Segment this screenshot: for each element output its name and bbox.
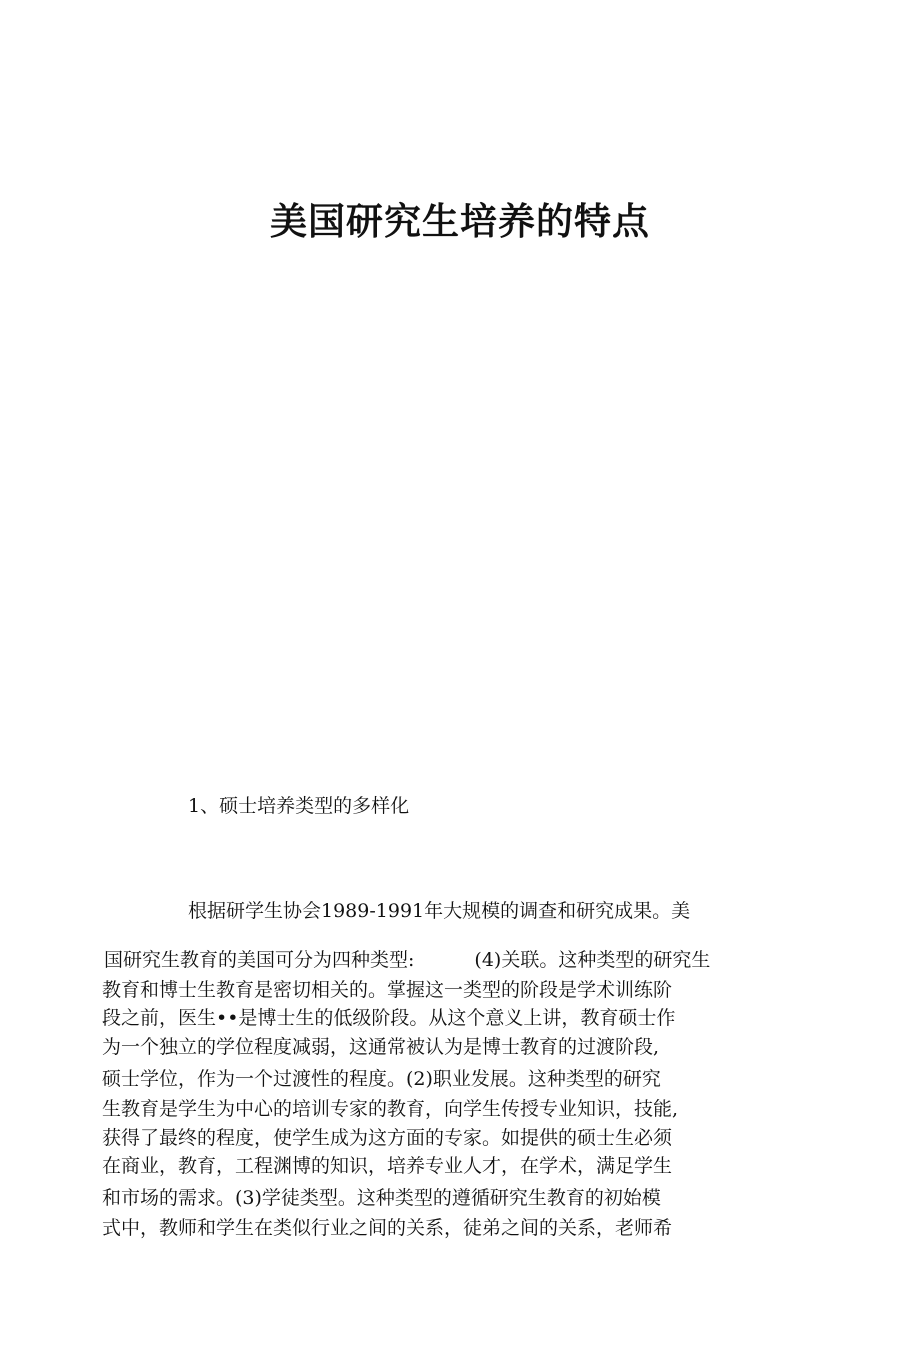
paragraph-line: 在商业，教育，工程渊博的知识，培养专业人才，在学术，满足学生 (102, 1155, 673, 1177)
paragraph-line-part: 国研究生教育的美国可分为四种类型: (104, 949, 415, 971)
section-heading: 1、硕士培养类型的多样化 (188, 795, 410, 817)
paragraph-line (104, 946, 710, 974)
paragraph-line: 式中，教师和学生在类似行业之间的关系，徒弟之间的关系，老师希 (102, 1217, 673, 1239)
paragraph-line: 教育和博士生教育是密切相关的。掌握这一类型的阶段是学术训练阶 (102, 979, 673, 1001)
document-title: 美国研究生培养的特点 (270, 200, 650, 243)
paragraph-line: 和市场的需求。(3)学徒类型。这种类型的遵循研究生教育的初始模 (102, 1187, 661, 1209)
paragraph-line: 根据研学生协会1989-1991年大规模的调查和研究成果。美 (188, 900, 691, 922)
paragraph-line: 为一个独立的学位程度减弱，这通常被认为是博士教育的过渡阶段, (102, 1036, 660, 1058)
paragraph-line: 段之前，医生••是博士生的低级阶段。从这个意义上讲，教育硕士作 (102, 1007, 676, 1029)
paragraph-line-part: (4)关联。这种类型的研究生 (474, 949, 711, 971)
paragraph-line: 获得了最终的程度，使学生成为这方面的专家。如提供的硕士生必须 (102, 1127, 673, 1149)
paragraph-line: 生教育是学生为中心的培训专家的教育，向学生传授专业知识，技能, (102, 1098, 679, 1120)
paragraph-line: 硕士学位，作为一个过渡性的程度。(2)职业发展。这种类型的研究 (102, 1068, 661, 1090)
